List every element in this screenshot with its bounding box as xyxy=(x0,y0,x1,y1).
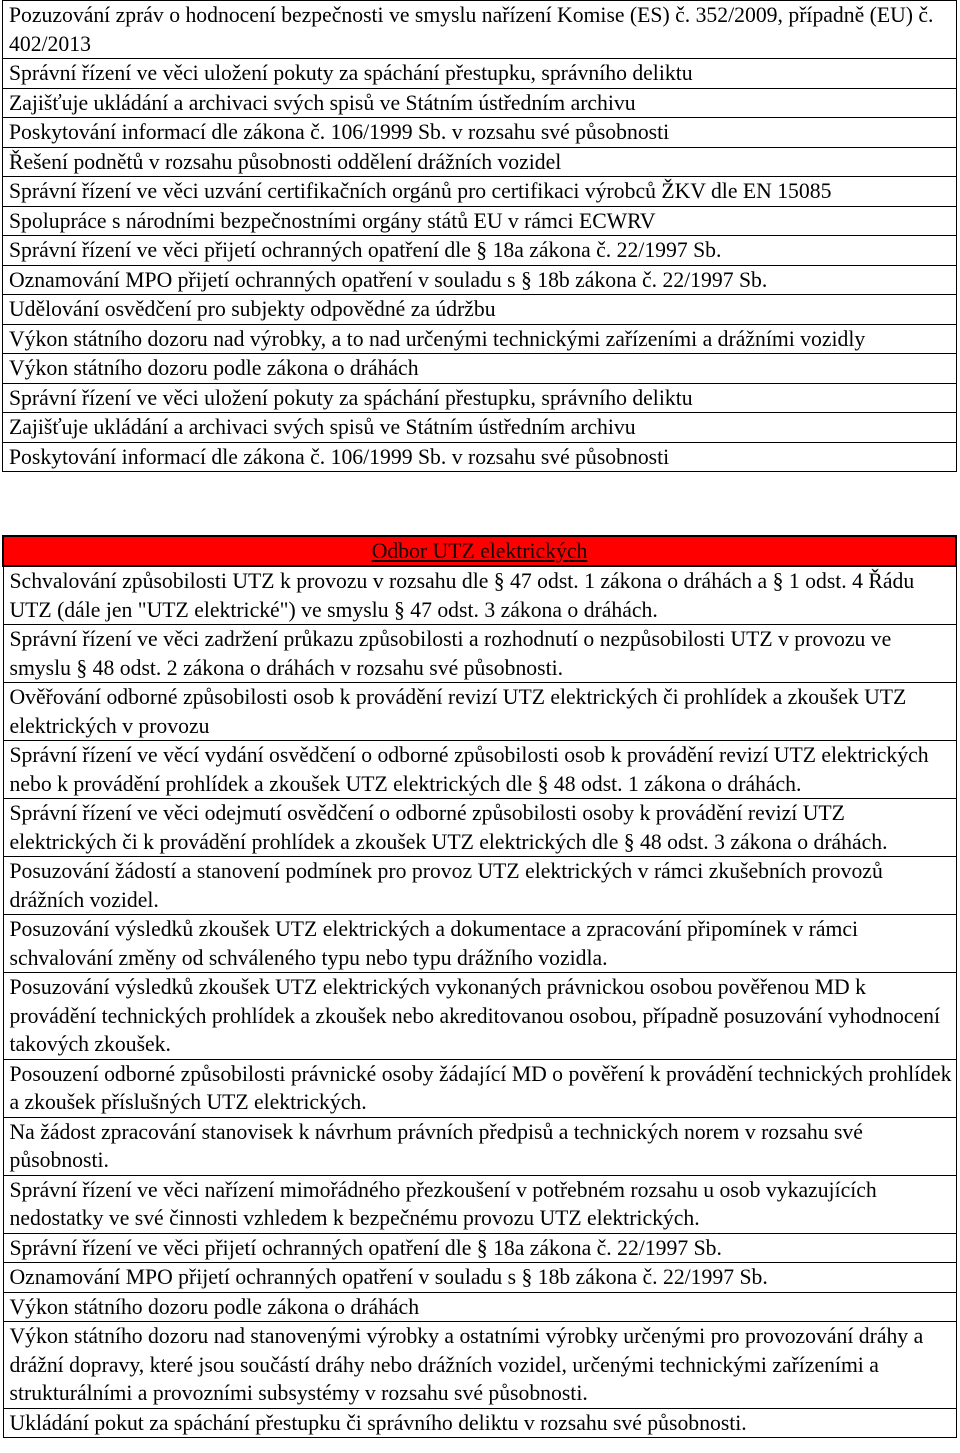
table-row xyxy=(3,1059,956,1117)
section-heading-row xyxy=(3,536,956,566)
responsibilities-table-top xyxy=(2,0,957,472)
agenda-item-text: Poskytování informací dle zákona č. 106/1999 Sb. v rozsahu své působnosti xyxy=(3,118,957,148)
agenda-item-text: Posuzování výsledků zkoušek UTZ elektrických vykonaných právnickou osobou pověřenou MD k provádění technických prohlídek a zkoušek nebo akreditovanou osobou, případně posuzování vyhodnocení takových zkoušek. xyxy=(3,973,956,1060)
table-row xyxy=(3,206,957,236)
table-row xyxy=(3,236,957,266)
table-row xyxy=(3,442,957,472)
responsibilities-table-utz xyxy=(2,535,957,1438)
agenda-item-text: Správní řízení ve věci nařízení mimořádného přezkoušení v potřebném rozsahu u osob vykazujících nedostatky ve své činnosti vzhledem k bezpečnému provozu UTZ elektrických. xyxy=(3,1175,956,1233)
table-row xyxy=(3,1175,956,1233)
agenda-item-text: Posuzování žádostí a stanovení podmínek pro provoz UTZ elektrických v rámci zkušebních provozů drážních vozidel. xyxy=(3,857,956,915)
agenda-item-text: Oznamování MPO přijetí ochranných opatření v souladu s § 18b zákona č. 22/1997 Sb. xyxy=(3,265,957,295)
table-row xyxy=(3,147,957,177)
agenda-item-text: Správní řízení ve věci zadržení průkazu způsobilosti a rozhodnutí o nezpůsobilosti UTZ v provozu ve smyslu § 48 odst. 2 zákona o dráhách v rozsahu své působnosti. xyxy=(3,625,956,683)
table-row xyxy=(3,857,956,915)
agenda-item-text: Správní řízení ve věci odejmutí osvědčení o odborné způsobilosti osoby k provádění revizí UTZ elektrických či k provádění prohlídek a zkoušek UTZ elektrických dle § 48 odst. 3 zákona o dráhách. xyxy=(3,799,956,857)
agenda-item-text: Výkon státního dozoru nad výrobky, a to nad určenými technickými zařízeními a drážními vozidly xyxy=(3,324,957,354)
table-row xyxy=(3,383,957,413)
table-row xyxy=(3,566,956,625)
agenda-item-text: Ověřování odborné způsobilosti osob k provádění revizí UTZ elektrických či prohlídek a zkoušek UTZ elektrických v provozu xyxy=(3,683,956,741)
table-row xyxy=(3,354,957,384)
agenda-item-text: Udělování osvědčení pro subjekty odpovědné za údržbu xyxy=(3,295,957,325)
table-row xyxy=(3,324,957,354)
table-row xyxy=(3,625,956,683)
table-row xyxy=(3,118,957,148)
agenda-item-text: Správní řízení ve věci uložení pokuty za spáchání přestupku, správního deliktu xyxy=(3,59,957,89)
agenda-item-text: Posuzování výsledků zkoušek UTZ elektrických a dokumentace a zpracování připomínek v rámci schvalování změny od schváleného typu nebo typu drážního vozidla. xyxy=(3,915,956,973)
table-row xyxy=(3,265,957,295)
table-row xyxy=(3,741,956,799)
table-row xyxy=(3,1263,956,1293)
table-row xyxy=(3,295,957,325)
agenda-item-text: Schvalování způsobilosti UTZ k provozu v rozsahu dle § 47 odst. 1 zákona o dráhách a § 1 odst. 4 Řádu UTZ (dále jen "UTZ elektrické") ve smyslu § 47 odst. 3 zákona o dráhách. xyxy=(3,566,956,625)
agenda-item-text: Pozuzování zpráv o hodnocení bezpečnosti ve smyslu nařízení Komise (ES) č. 352/2009, případně (EU) č. 402/2013 xyxy=(3,1,957,59)
agenda-item-text: Ukládání pokut za spáchání přestupku či správního deliktu v rozsahu své působnosti. xyxy=(3,1408,956,1438)
agenda-item-text: Zajišťuje ukládání a archivaci svých spisů ve Státním ústředním archivu xyxy=(3,88,957,118)
table-row xyxy=(3,1292,956,1322)
section-heading: Odbor UTZ elektrických xyxy=(3,536,956,566)
agenda-item-text: Správní řízení ve věci uzvání certifikačních orgánů pro certifikaci výrobců ŽKV dle EN 15085 xyxy=(3,177,957,207)
table-row xyxy=(3,799,956,857)
table-row xyxy=(3,1322,956,1409)
agenda-item-text: Zajišťuje ukládání a archivaci svých spisů ve Státním ústředním archivu xyxy=(3,413,957,443)
agenda-item-text: Spolupráce s národními bezpečnostními orgány států EU v rámci ECWRV xyxy=(3,206,957,236)
agenda-item-text: Řešení podnětů v rozsahu působnosti oddělení drážních vozidel xyxy=(3,147,957,177)
table-row xyxy=(3,915,956,973)
table-row xyxy=(3,59,957,89)
table-row xyxy=(3,973,956,1060)
agenda-item-text: Výkon státního dozoru podle zákona o dráhách xyxy=(3,354,957,384)
agenda-item-text: Správní řízení ve věci uložení pokuty za spáchání přestupku, správního deliktu xyxy=(3,383,957,413)
agenda-item-text: Výkon státního dozoru nad stanovenými výrobky a ostatními výrobky určenými pro provozování dráhy a drážní dopravy, které jsou součástí dráhy nebo drážních vozidel, určenými technickými zařízeními a strukturálními a provozními subsystémy v rozsahu své působnosti. xyxy=(3,1322,956,1409)
table-row xyxy=(3,177,957,207)
table-row xyxy=(3,683,956,741)
table-row xyxy=(3,1233,956,1263)
agenda-item-text: Správní řízení ve věcí vydání osvědčení o odborné způsobilosti osob k provádění revizí UTZ elektrických nebo k provádění prohlídek a zkoušek UTZ elektrických dle § 48 odst. 1 zákona o dráhách. xyxy=(3,741,956,799)
table-row xyxy=(3,1,957,59)
agenda-item-text: Správní řízení ve věci přijetí ochranných opatření dle § 18a zákona č. 22/1997 Sb. xyxy=(3,236,957,266)
agenda-item-text: Posouzení odborné způsobilosti právnické osoby žádající MD o pověření k provádění technických prohlídek a zkoušek příslušných UTZ elektrických. xyxy=(3,1059,956,1117)
table-row xyxy=(3,1117,956,1175)
agenda-item-text: Na žádost zpracování stanovisek k návrhum právních předpisů a technických norem v rozsahu své působnosti. xyxy=(3,1117,956,1175)
agenda-item-text: Poskytování informací dle zákona č. 106/1999 Sb. v rozsahu své působnosti xyxy=(3,442,957,472)
agenda-item-text: Výkon státního dozoru podle zákona o dráhách xyxy=(3,1292,956,1322)
agenda-item-text: Oznamování MPO přijetí ochranných opatření v souladu s § 18b zákona č. 22/1997 Sb. xyxy=(3,1263,956,1293)
agenda-item-text: Správní řízení ve věci přijetí ochranných opatření dle § 18a zákona č. 22/1997 Sb. xyxy=(3,1233,956,1263)
table-row xyxy=(3,1408,956,1438)
table-row xyxy=(3,88,957,118)
table-row xyxy=(3,413,957,443)
